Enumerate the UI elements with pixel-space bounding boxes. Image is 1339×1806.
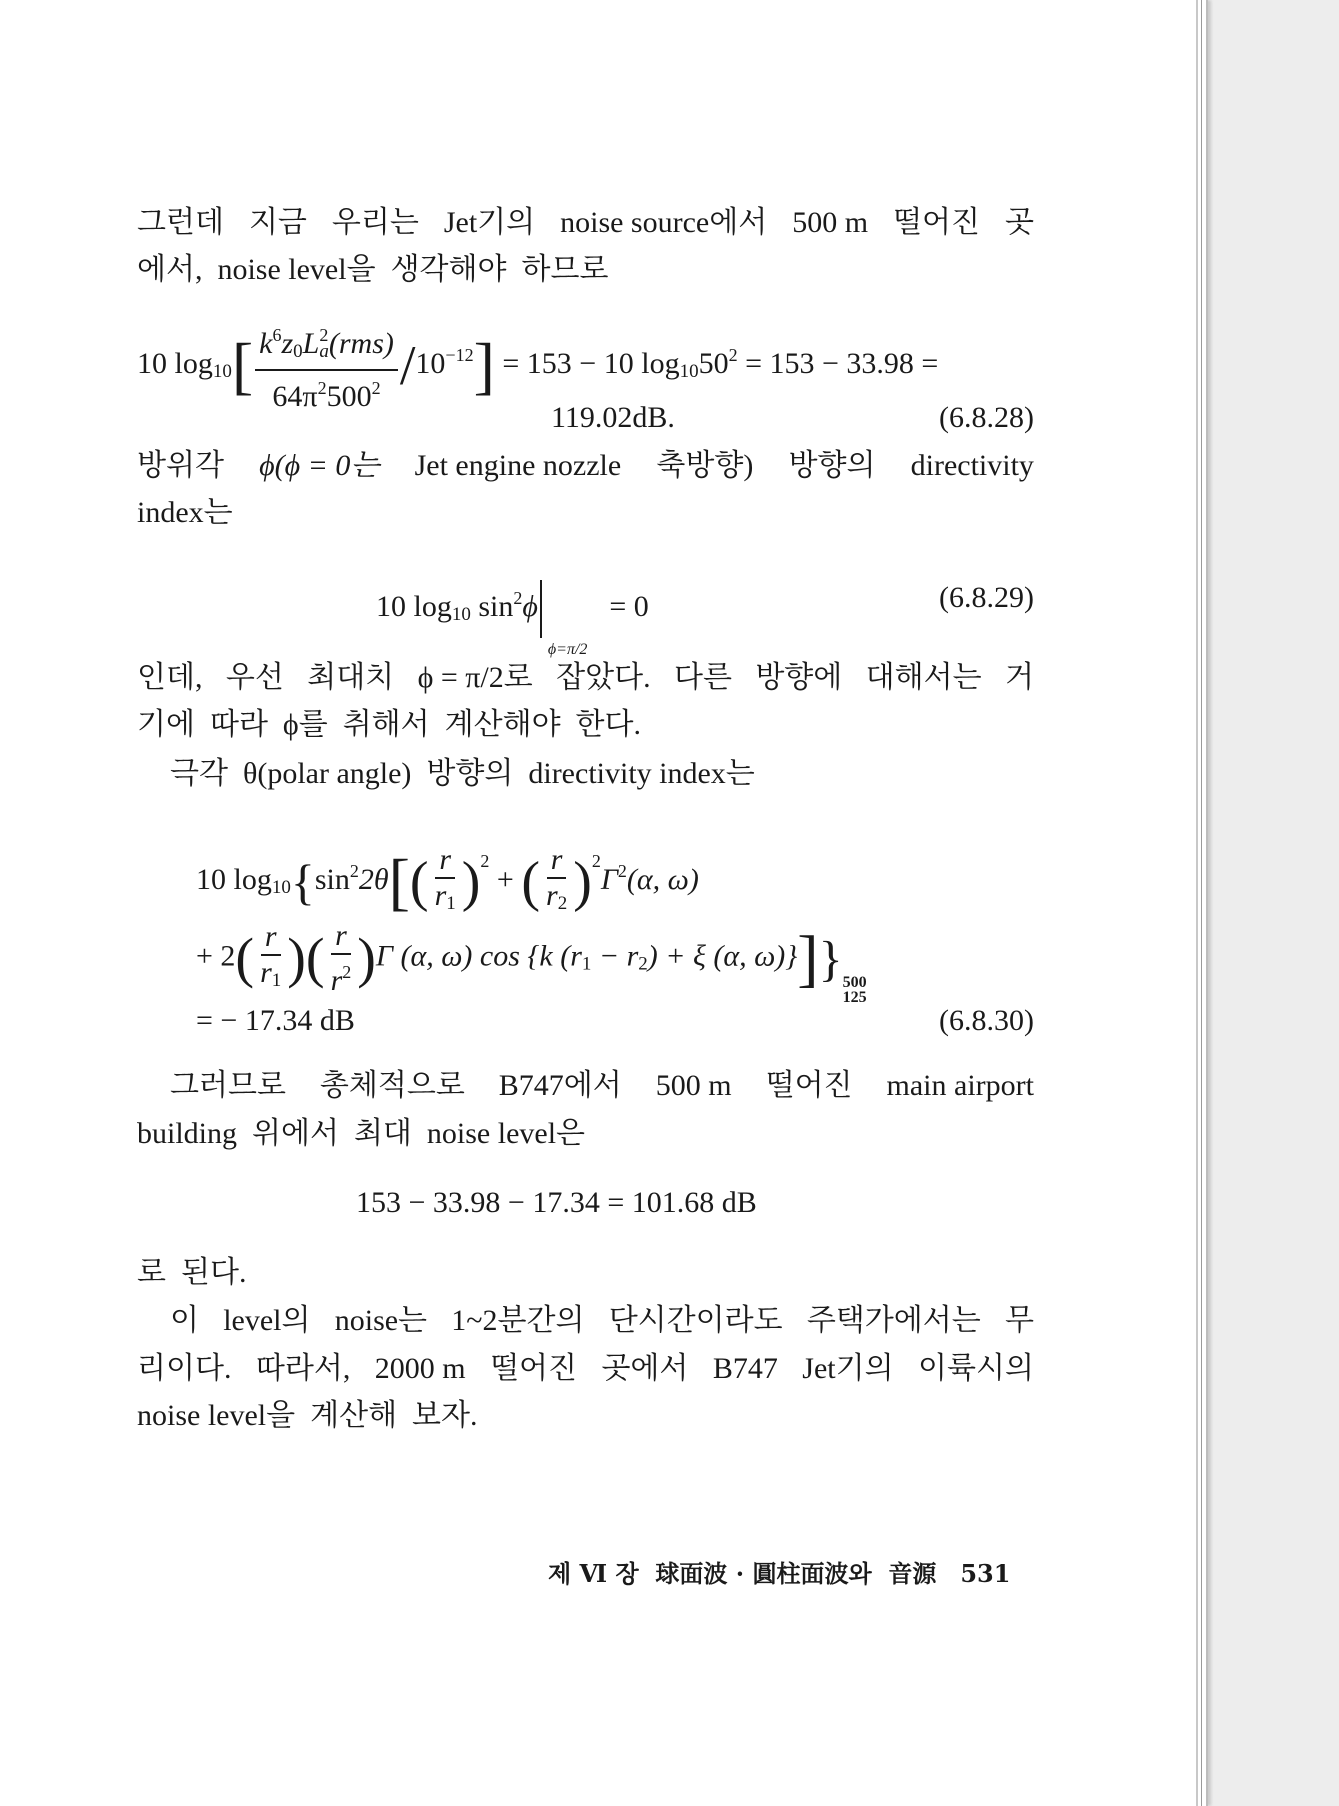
eq-text: 10 log: [137, 346, 213, 380]
word: ϕ = π/2로: [417, 661, 533, 694]
fraction: [255, 318, 398, 414]
paragraph-line-5: [137, 658, 1034, 698]
word: 2000 m: [374, 1352, 466, 1385]
word: 최대치: [307, 661, 395, 694]
sub: 1: [271, 969, 282, 991]
equation-6-8-30-result: = − 17.34 dB: [196, 1004, 355, 1037]
right-paren: ): [287, 927, 306, 990]
word: 거: [1004, 661, 1034, 694]
paragraph-line-11: [170, 1301, 1034, 1341]
eq-text: +: [496, 863, 514, 896]
word: 잡았다.: [556, 661, 651, 694]
word: 곳에서: [601, 1352, 689, 1385]
page-number: 531: [960, 1559, 1011, 1588]
word: Jet기의: [443, 206, 536, 239]
equation-6-8-28: [137, 318, 938, 414]
slash: /: [399, 335, 416, 397]
denominator: [542, 879, 571, 921]
eq-text: sin: [314, 863, 350, 896]
var: ϕ: [522, 590, 538, 623]
evaluation-limits: [843, 975, 867, 1005]
paragraph-line-7: 극각 θ(polar angle) 방향의 directivity index는: [170, 757, 755, 790]
word: 따라서,: [255, 1352, 351, 1385]
word: level의: [223, 1304, 311, 1337]
var: (α, ω): [626, 863, 699, 896]
chapter-title: 제 Ⅵ 장 球面波 · 圓柱面波와 音源: [548, 1559, 937, 1588]
fraction-r-r1: [256, 920, 285, 998]
var: r: [546, 879, 558, 913]
right-paren: ): [357, 927, 376, 990]
fraction-r-r-squared: [327, 919, 356, 998]
sub: 2: [638, 953, 648, 975]
numerator: r: [435, 843, 455, 879]
equation-6-8-30-part-a: [196, 828, 699, 921]
denominator: [431, 879, 460, 921]
paragraph-line-10: 로 된다.: [137, 1256, 247, 1289]
denominator: [256, 956, 285, 998]
eq-text: + 2: [196, 939, 236, 973]
var: k: [259, 327, 273, 360]
var: (rms): [328, 327, 394, 360]
var: − r: [591, 939, 639, 973]
left-bracket: [: [231, 330, 254, 401]
eval-sub: ϕ=π/2: [547, 641, 588, 659]
sup: 2: [728, 344, 738, 365]
equation-number: (6.8.30): [939, 1004, 1034, 1037]
var: r: [434, 879, 447, 913]
page-edge-shadow: [1201, 0, 1202, 1806]
eq-text: 10 log: [196, 863, 272, 896]
equation-result: 119.02dB.: [551, 401, 675, 434]
word: 주택가에서는: [806, 1304, 981, 1337]
left-paren: (: [409, 851, 429, 914]
numerator: r: [547, 843, 567, 879]
word: ϕ(ϕ = 0는: [259, 449, 380, 482]
var: Γ (α, ω) cos {k (r: [375, 939, 582, 973]
var: Γ: [600, 863, 618, 896]
left-paren: (: [235, 927, 255, 990]
sup: 2: [317, 378, 327, 398]
equation-number: (6.8.29): [939, 581, 1034, 614]
right-paren: ): [461, 851, 481, 914]
word: 무: [1004, 1304, 1034, 1337]
eq-text: 10 log: [376, 590, 452, 623]
word: 지금: [248, 206, 307, 239]
paragraph-line-9: building 위에서 최대 noise level은: [137, 1117, 586, 1150]
word: 500 m: [792, 206, 869, 239]
equation-number: (6.8.28): [939, 401, 1034, 434]
word: 500 m: [655, 1069, 732, 1102]
word: Jet기의: [802, 1352, 894, 1385]
equation-total-noise: 153 − 33.98 − 17.34 = 101.68 dB: [356, 1186, 757, 1219]
word: 떨어진: [893, 206, 980, 239]
word: 총체적으로: [319, 1069, 465, 1102]
word: 다른: [673, 661, 732, 694]
word: directivity: [910, 449, 1034, 482]
page-edge: [1196, 0, 1198, 1806]
equation-6-8-29: [376, 568, 649, 659]
numerator: r: [261, 920, 281, 956]
word: 1~2분간의: [451, 1304, 585, 1337]
word: 떨어진: [765, 1069, 853, 1102]
paragraph-line-4: index는: [137, 496, 233, 529]
paragraph-line-12: [137, 1349, 1034, 1389]
denominator: [327, 955, 356, 998]
numerator: r: [331, 919, 351, 955]
sup: 2: [342, 962, 352, 982]
sub: 0: [293, 341, 303, 362]
sub: 10: [271, 877, 291, 898]
sup: 6: [272, 325, 282, 345]
limit-lower: 125: [842, 989, 867, 1007]
word: noise는: [334, 1304, 428, 1337]
eq-text: = 0: [609, 590, 649, 623]
eq-text: 50: [698, 346, 729, 380]
word: 이: [170, 1304, 199, 1337]
paragraph-line-13: noise level을 계산해 보자.: [137, 1399, 478, 1432]
paragraph-line-1: [137, 203, 1034, 243]
word: main airport: [886, 1069, 1034, 1102]
var: ) + ξ (α, ω)}: [647, 939, 798, 973]
word: 단시간이라도: [608, 1304, 783, 1337]
eq-sub: 10: [212, 360, 232, 382]
sup: 2: [319, 325, 329, 345]
eq-text: = 153 − 33.98 =: [745, 346, 939, 380]
word: 우선: [225, 661, 284, 694]
sub: 2: [557, 893, 568, 915]
right-bracket: ]: [797, 922, 819, 994]
den-text: 500: [326, 380, 372, 413]
word: 방향에: [755, 661, 843, 694]
left-paren: (: [305, 927, 325, 990]
word: noise source에서: [560, 206, 768, 239]
word: 떨어진: [490, 1352, 578, 1385]
word: 축방향): [656, 449, 754, 482]
sup: 2: [371, 378, 381, 398]
word: 리이다.: [137, 1352, 232, 1385]
word: 우리는: [331, 206, 419, 239]
sub: 10: [679, 360, 699, 382]
var: r: [260, 955, 272, 989]
word: 대해서는: [865, 661, 982, 694]
right-brace: }: [818, 930, 843, 987]
fraction-r-r2: [542, 843, 571, 921]
numerator: [255, 318, 398, 371]
fraction-r-r1: [431, 843, 460, 921]
paragraph-line-8: [170, 1066, 1034, 1106]
right-paren: ): [573, 851, 592, 914]
var: z: [281, 327, 294, 360]
paragraph-line-3: [137, 446, 1034, 486]
eq-text: = 153 − 10 log: [502, 346, 680, 380]
denominator: [268, 371, 384, 414]
word: Jet engine nozzle: [414, 449, 622, 482]
word: 곳: [1004, 206, 1034, 239]
var: L: [302, 327, 320, 360]
left-brace: {: [290, 854, 315, 911]
word: B747에서: [498, 1069, 622, 1102]
paragraph-line-2: 에서, noise level을 생각해야 하므로: [137, 253, 609, 286]
var: r: [330, 964, 343, 997]
sub: a: [319, 341, 329, 362]
sup: 2: [591, 851, 601, 871]
sub: 10: [451, 604, 471, 625]
word: B747: [712, 1352, 778, 1385]
sup: 2: [480, 851, 490, 871]
page-footer: [548, 1554, 1010, 1589]
sub: 1: [581, 953, 592, 975]
left-bracket: [: [388, 846, 410, 918]
sub: 1: [446, 893, 456, 915]
word: 이륙시의: [918, 1352, 1034, 1385]
word: 방향의: [788, 449, 876, 482]
left-paren: (: [521, 851, 540, 914]
word: 그러므로: [170, 1069, 286, 1102]
equation-6-8-30-part-b: [196, 919, 867, 1005]
sup: −12: [445, 344, 474, 365]
sup: 2: [349, 861, 359, 881]
paragraph-line-6: 기에 따라 ϕ를 취해서 계산해야 한다.: [137, 708, 642, 741]
limit-upper: 500: [842, 974, 867, 992]
word: 인데,: [137, 661, 203, 694]
eq-text: sin: [470, 590, 514, 623]
right-bracket: ]: [473, 330, 495, 401]
eq-text: 10: [415, 346, 446, 380]
word: 그런데: [137, 206, 224, 239]
evaluation-bar: [540, 580, 588, 659]
var: 2θ: [358, 863, 389, 896]
sup: 2: [513, 588, 523, 608]
sup: 2: [617, 861, 627, 881]
den-text: 64π: [272, 380, 318, 413]
word: 방위각: [137, 449, 224, 482]
